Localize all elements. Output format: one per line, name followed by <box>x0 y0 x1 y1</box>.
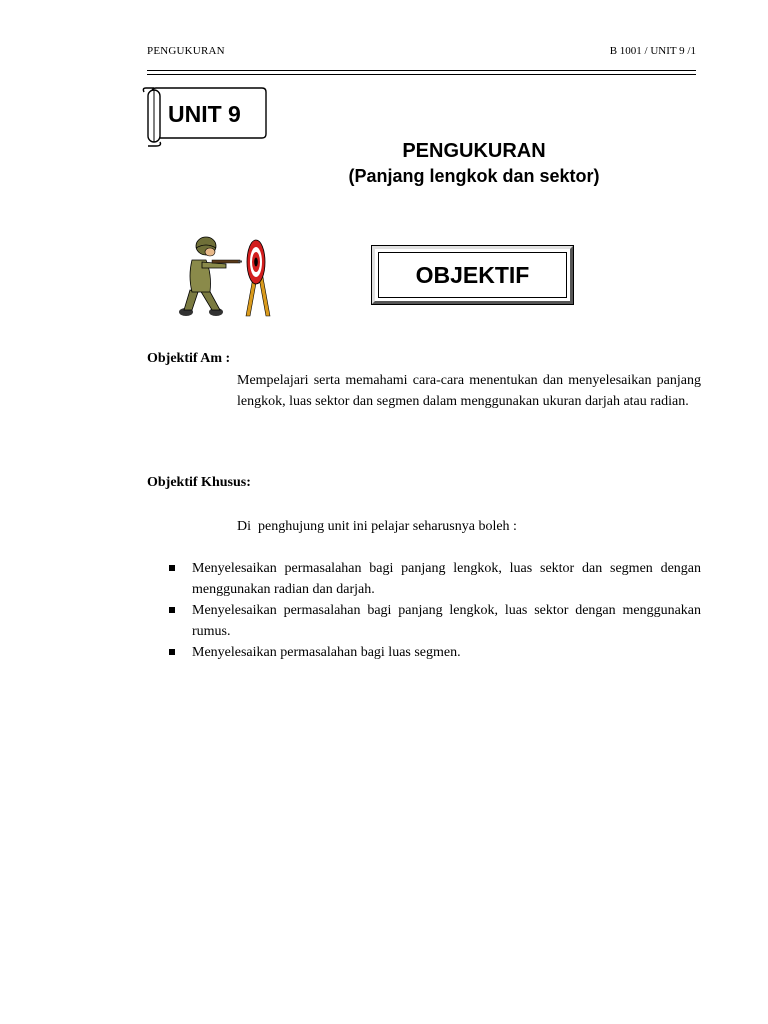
objective-heading-box <box>372 246 573 304</box>
objective-heading-label: OBJEKTIF <box>378 252 567 298</box>
objektif-khusus-intro: Di penghujung unit ini pelajar seharusnya boleh : <box>237 519 517 534</box>
page-title: PENGUKURAN <box>402 140 546 162</box>
objektif-am-text: Mempelajari serta memahami cara-cara menentukan dan menyelesaikan panjang lengkok, luas sektor dan segmen dalam menggunakan ukuran darjah atau radian. <box>237 373 701 409</box>
running-header-page-ref: B 1001 / UNIT 9 /1 <box>609 45 696 57</box>
page-subtitle: (Panjang lengkok dan sektor) <box>348 166 600 186</box>
list-item <box>166 558 701 600</box>
bullet-square-icon <box>169 565 175 571</box>
unit-scroll-banner <box>138 84 268 148</box>
objektif-khusus-heading: Objektif Khusus: <box>147 475 251 490</box>
list-item-text: Menyelesaikan permasalahan bagi luas segmen. <box>192 645 461 660</box>
list-item <box>166 642 701 663</box>
header-rule-top <box>147 70 696 71</box>
running-header-title: PENGUKURAN <box>147 45 225 57</box>
unit-label: UNIT 9 <box>168 101 241 127</box>
list-item <box>166 600 701 642</box>
bullet-square-icon <box>169 607 175 613</box>
list-item-text: Menyelesaikan permasalahan bagi panjang lengkok, luas sektor dan segmen dengan menggunakan radian dan darjah. <box>192 561 701 597</box>
header-rule-bottom <box>147 74 696 75</box>
list-item-text: Menyelesaikan permasalahan bagi panjang lengkok, luas sektor dengan menggunakan rumus. <box>192 603 701 639</box>
objective-list <box>166 558 701 663</box>
bullet-square-icon <box>169 649 175 655</box>
soldier-target-illustration <box>176 232 276 318</box>
objektif-am-heading: Objektif Am : <box>147 351 231 366</box>
objektif-am-body <box>237 370 701 412</box>
